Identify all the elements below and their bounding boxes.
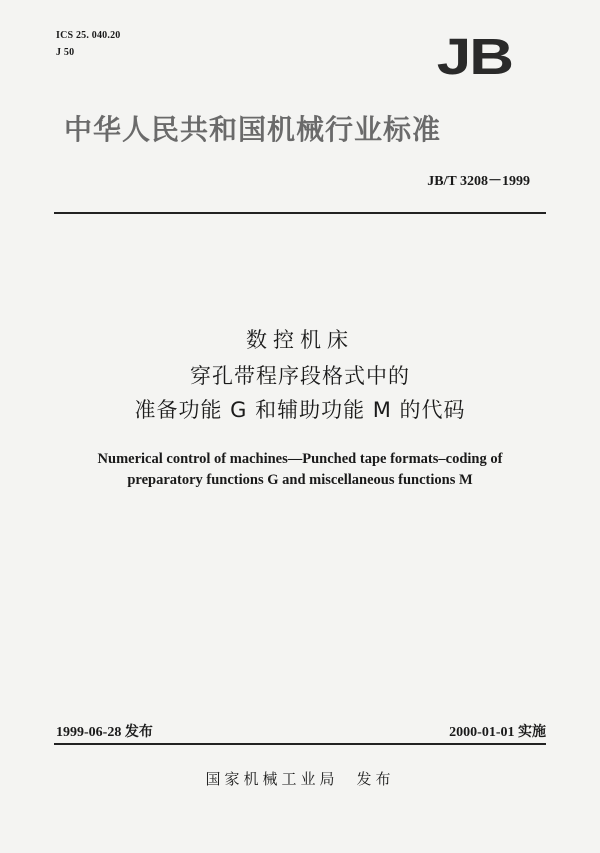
title-cn-line3: 准备功能 G 和辅助功能 M 的代码 <box>134 398 466 422</box>
title-cn-line1: 数控机床 <box>246 328 354 352</box>
title-cn-line2: 穿孔带程序段格式中的 <box>190 364 410 388</box>
ics-code: ICS 25. 040.20 <box>56 30 121 41</box>
ccs-code: J 50 <box>56 47 75 58</box>
title-en-line1: Numerical control of machines—Punched tape formats–coding of <box>97 451 503 467</box>
title-en-line2: preparatory functions G and miscellaneous functions M <box>127 472 473 488</box>
issuer-line <box>0 768 600 789</box>
issuer-action: 发布 <box>356 770 395 788</box>
organization-title: 中华人民共和国机械行业标准 <box>64 113 442 146</box>
bottom-divider <box>54 743 546 745</box>
top-divider <box>54 212 546 214</box>
issuer-name: 国家机械工业局 <box>205 770 339 788</box>
publish-date: 1999-06-28 发布 <box>56 725 153 740</box>
standard-number: JB/T 3208－1999 <box>427 174 530 189</box>
jb-logo: JB <box>436 28 512 86</box>
implement-date: 2000-01-01 实施 <box>449 725 546 740</box>
